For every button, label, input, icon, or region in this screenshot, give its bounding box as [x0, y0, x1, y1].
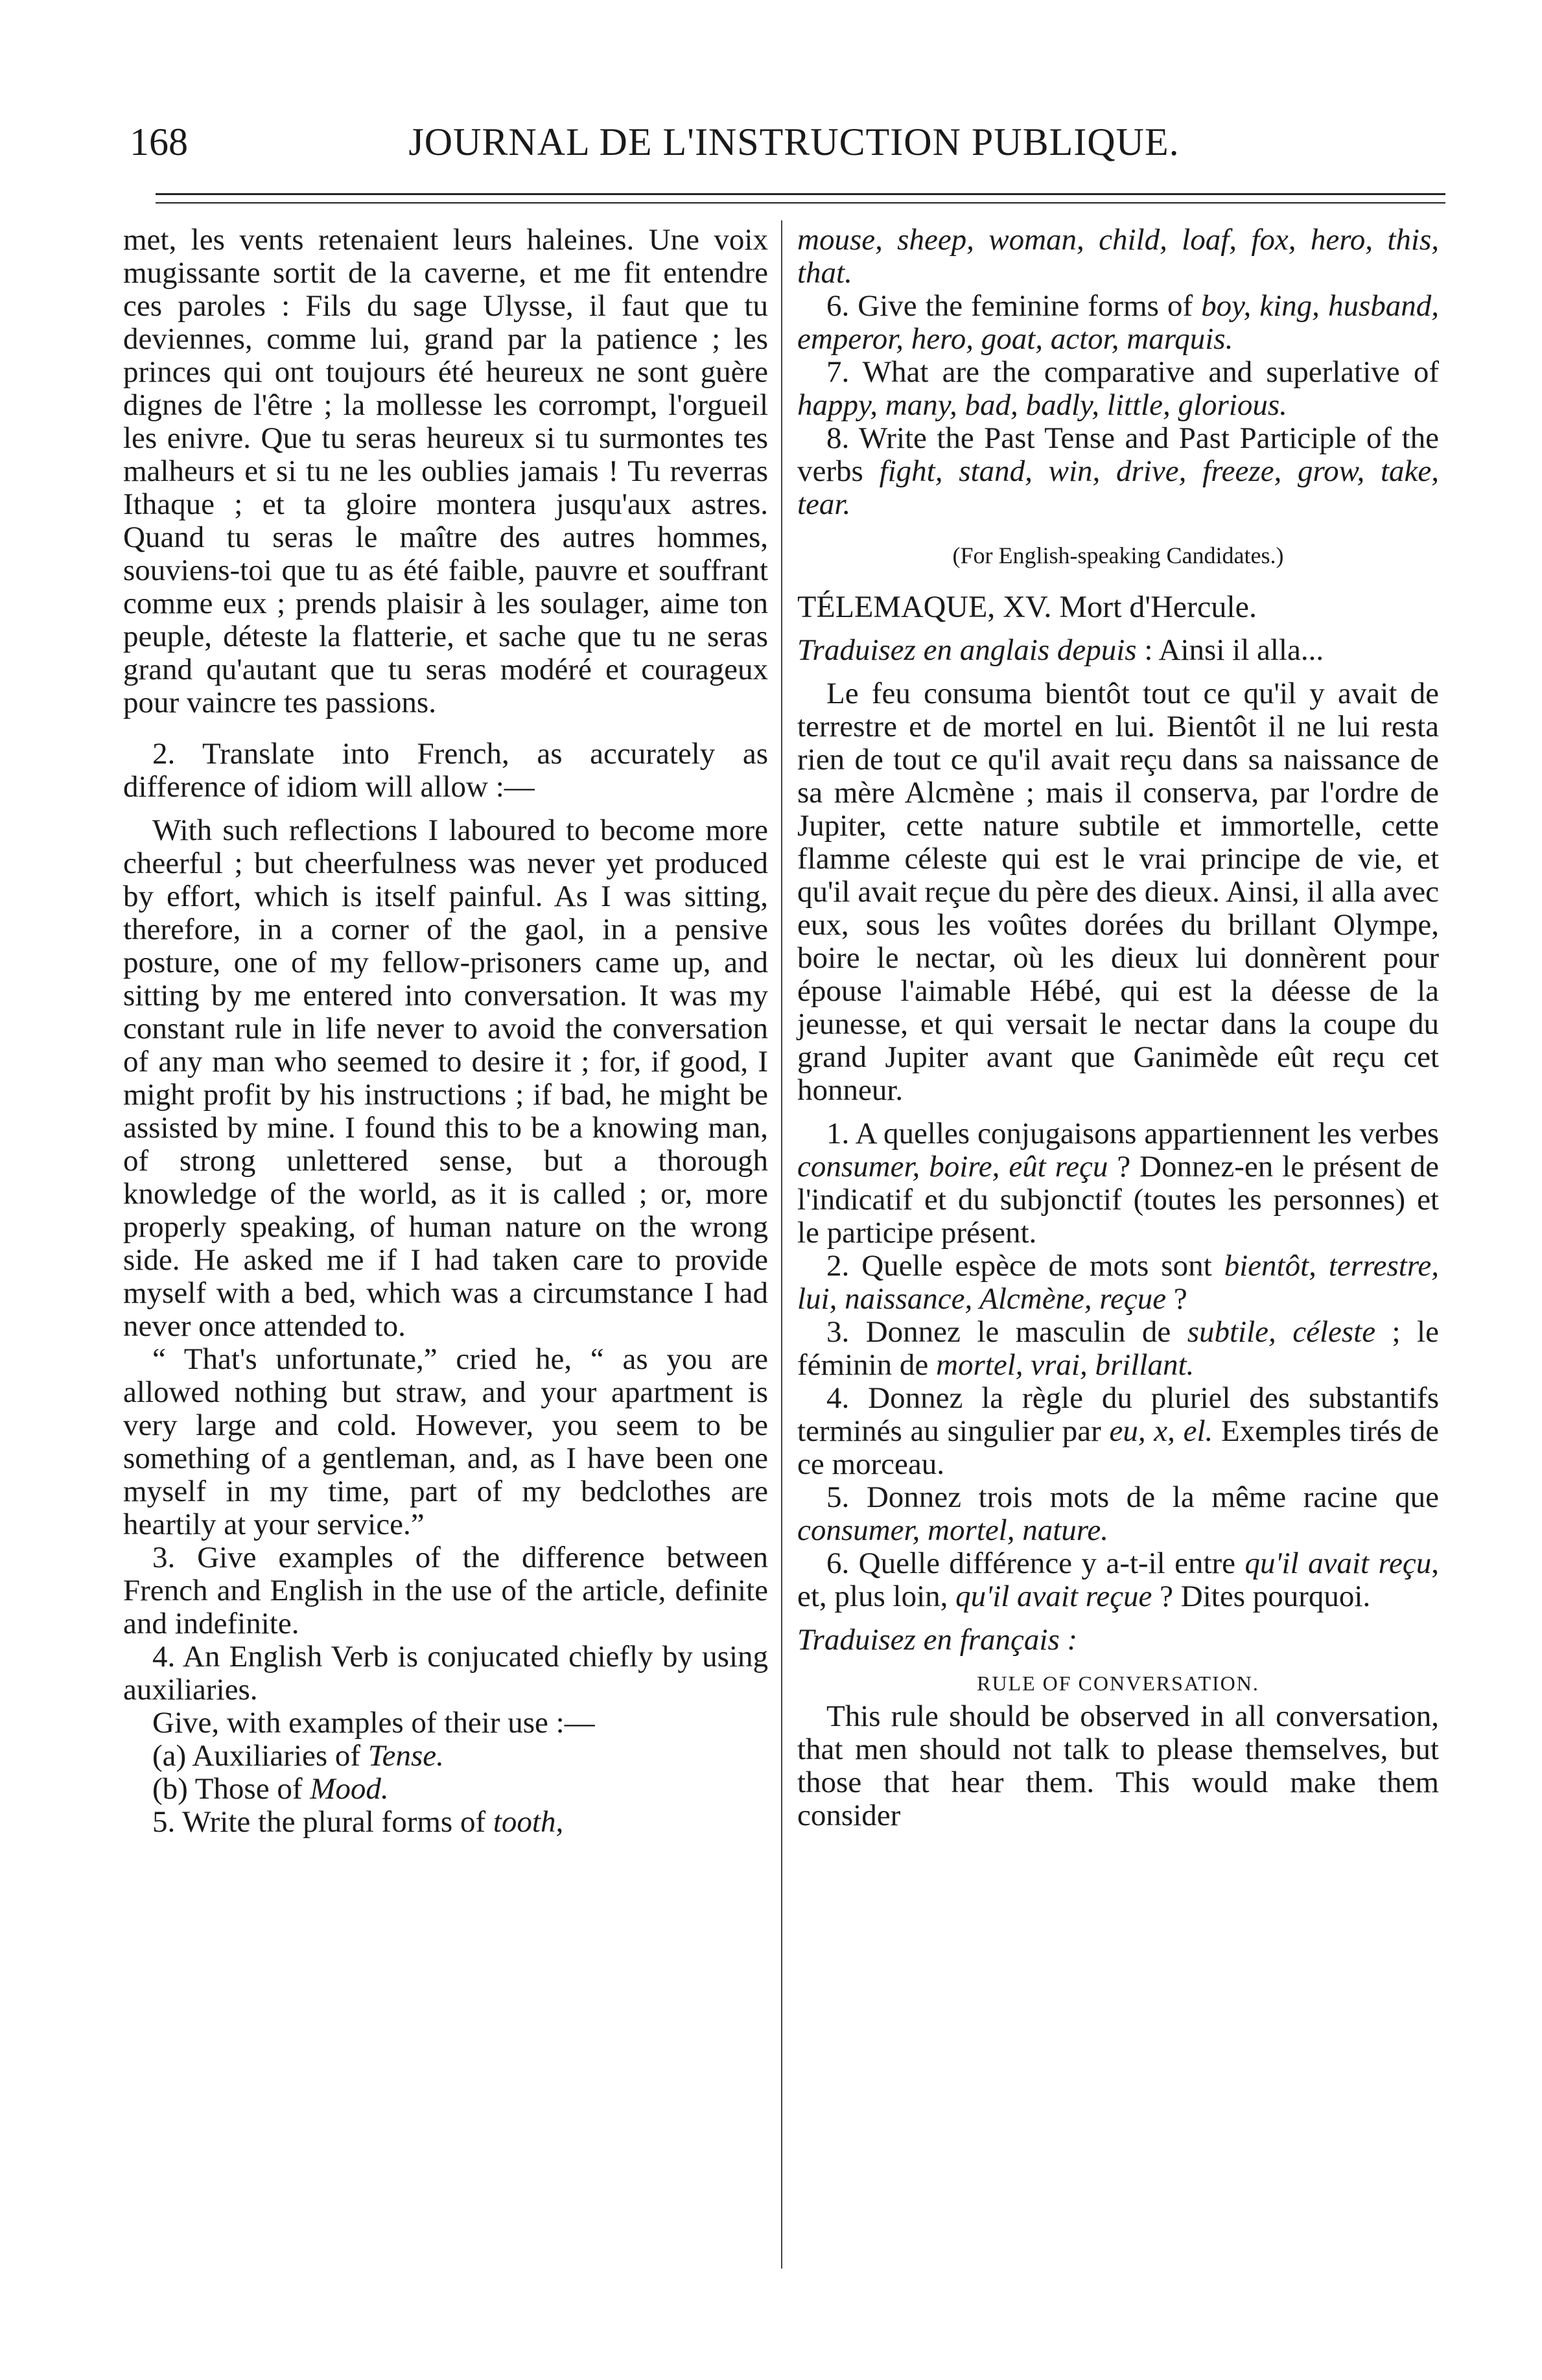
french-question-4-text: 4. Donnez la règle du pluriel des substantifs terminés au singulier par: [797, 1381, 1439, 1448]
question-3: 3. Give examples of the difference between French and English in the use of the article, definite and indefinite.: [123, 1541, 768, 1640]
french-question-3: [797, 1316, 1439, 1382]
question-8-text: 8. Write the Past Tense and Past Participle of the verbs: [797, 421, 1439, 488]
french-question-1-end: ? Donnez-en le présent de l'indicatif et du subjonctif (toutes les personnes) et le participe présent.: [797, 1150, 1440, 1250]
traduisez-anglais: [797, 634, 1439, 667]
french-question-1-words: consumer, boire, eût reçu: [797, 1150, 1108, 1184]
question-4-b-label: (b) Those of: [152, 1772, 310, 1806]
page-number: 168: [130, 121, 188, 163]
question-5-continued: mouse, sheep, woman, child, loaf, fox, hero, this, that.: [797, 223, 1439, 290]
question-8: [797, 422, 1439, 521]
french-question-6-mid: , et, plus loin,: [797, 1546, 1440, 1613]
english-passage: With such reflections I laboured to become more cheerful ; but cheerfulness was never yet produced by effort, which is itself painful. As I was sitting, therefore, in a corner of the gaol, in a pensive posture, one of my fellow-prisoners came up, and sitting by me entered into conversation. It was my constant rule in life never to avoid the conversation of any man who seemed to desire it ; for, if good, I might profit by his instructions ; if bad, he might be assisted by mine. I found this to be a knowing man, of strong unlettered sense, but a thorough knowledge of the world, as it is called ; or, more properly speaking, of human nature on the wrong side. He asked me if I had taken care to provide myself with a bed, which was a circumstance I had never once attended to.: [123, 813, 768, 1343]
question-5-word: tooth,: [493, 1805, 564, 1839]
rule-of-conversation-passage: This rule should be observed in all conversation, that men should not talk to please themselves, but those that hear them. This would make them consider: [797, 1699, 1439, 1832]
question-7-text: 7. What are the comparative and superlative of: [826, 355, 1439, 389]
question-6: [797, 290, 1439, 356]
rule-of-conversation-heading: RULE OF CONVERSATION.: [977, 1672, 1259, 1695]
french-question-3-mid: ; le féminin de: [797, 1315, 1439, 1382]
question-4-b-term: Mood.: [310, 1772, 389, 1806]
header-rule-thin: [156, 202, 1445, 204]
french-question-6-words-2: qu'il avait reçue: [955, 1580, 1152, 1613]
question-4-a: [123, 1740, 768, 1773]
french-question-3-text: 3. Donnez le masculin de: [826, 1315, 1187, 1349]
column-divider: [781, 220, 782, 2269]
journal-title: JOURNAL DE L'INSTRUCTION PUBLIQUE.: [408, 121, 1180, 163]
french-question-5-words: consumer, mortel, nature.: [797, 1513, 1108, 1547]
traduisez-anglais-rest: : Ainsi il alla...: [1136, 633, 1324, 667]
question-4-b: [123, 1773, 768, 1806]
question-6-text: 6. Give the feminine forms of: [826, 289, 1202, 323]
question-5-text: 5. Write the plural forms of: [152, 1805, 493, 1839]
question-5: [123, 1806, 768, 1839]
running-header: [130, 120, 1458, 178]
french-question-2: [797, 1250, 1439, 1316]
french-question-4-end: Exemples tirés de ce morceau.: [797, 1414, 1439, 1481]
french-question-6-text: 6. Quelle différence y a-t-il entre: [826, 1546, 1245, 1580]
french-question-6: [797, 1547, 1439, 1613]
french-question-3-words-1: subtile, céleste: [1187, 1315, 1376, 1349]
right-column: [797, 224, 1439, 1832]
question-2: 2. Translate into French, as accurately as difference of idiom will allow :—: [123, 737, 768, 804]
traduisez-anglais-label: Traduisez en anglais depuis: [797, 633, 1137, 667]
french-question-1: [797, 1117, 1439, 1250]
french-question-4-words: eu, x, el.: [1109, 1414, 1213, 1448]
question-4-a-label: (a) Auxiliaries of: [152, 1739, 368, 1773]
header-rule: [156, 193, 1445, 195]
english-passage-dialogue: “ That's unfortunate,” cried he, “ as you are allowed nothing but straw, and your apartment is very large and cold. However, you seem to be something of a gentleman, and, as I have been one myself in my time, part of my bedclothes are heartily at your service.”: [123, 1342, 768, 1541]
question-8-words: fight, stand, win, drive, freeze, grow, take, tear.: [797, 454, 1439, 521]
hercule-passage: Le feu consuma bientôt tout ce qu'il y avait de terrestre et de mortel en lui. Bientôt il ne lui resta rien de tout ce qu'il avait reçu dans sa naissance de sa mère Alcmène ; mais il conserva, par l'ordre de Jupiter, cette nature subtile et immortelle, cette flamme céleste qui est le vrai principe de vie, et qu'il avait reçue du père des dieux. Ainsi, il alla avec eux, sous les voûtes dorées du brillant Olympe, boire le nectar, où les dieux lui donnèrent pour épouse l'aimable Hébé, qui est la déesse de la jeunesse, et qui versait le nectar dans la coupe du grand Jupiter avant que Ganimède eût reçu cet honneur.: [797, 677, 1439, 1107]
french-question-6-end: ? Dites pourquoi.: [1152, 1580, 1371, 1613]
french-question-5: [797, 1481, 1439, 1547]
telemaque-heading: TÉLEMAQUE, XV. Mort d'Hercule.: [797, 590, 1257, 624]
question-4-instruction: Give, with examples of their use :—: [152, 1706, 595, 1740]
question-4: 4. An English Verb is conjucated chiefly by using auxiliaries.: [123, 1640, 768, 1707]
question-4-a-term: Tense.: [368, 1739, 444, 1773]
question-7: [797, 356, 1439, 422]
french-question-3-words-2: mortel, vrai, brillant.: [936, 1348, 1195, 1382]
english-speaking-note: (For English-speaking Candidates.): [952, 542, 1284, 568]
french-question-2-text: 2. Quelle espèce de mots sont: [826, 1249, 1224, 1283]
french-question-2-words: bientôt, terrestre, lui, naissance, Alcmène, reçue: [797, 1249, 1439, 1316]
french-question-6-words-1: qu'il avait reçu: [1244, 1546, 1432, 1580]
french-question-1-text: 1. A quelles conjugaisons appartiennent les verbes: [826, 1117, 1439, 1150]
traduisez-francais: Traduisez en français :: [797, 1623, 1078, 1657]
telemaque-french-passage: met, les vents retenaient leurs haleines. Une voix mugissante sortit de la caverne, et me fit entendre ces paroles : Fils du sage Ulysse, il faut que tu deviennes, comme lui, grand par la patience ; les princes qui ont toujours été heureux ne sont guère dignes de l'être ; la mollesse les corrompt, l'orgueil les enivre. Que tu seras heureux si tu surmontes tes malheurs et si tu ne les oublies jamais ! Tu reverras Ithaque ; et ta gloire montera jusqu'aux astres. Quand tu seras le maître des autres hommes, souviens-toi que tu as été faible, pauvre et souffrant comme eux ; prends plaisir à les soulager, aime ton peuple, déteste la flatterie, et sache que tu ne seras grand qu'autant que tu seras modéré et courageux pour vaincre tes passions.: [123, 223, 768, 719]
french-question-2-end: ?: [1166, 1282, 1187, 1316]
left-column: [123, 224, 768, 1839]
french-question-5-text: 5. Donnez trois mots de la même racine que: [826, 1480, 1439, 1514]
question-7-words: happy, many, bad, badly, little, glorious.: [797, 388, 1287, 422]
french-question-4: [797, 1382, 1439, 1481]
question-6-words: boy, king, husband, emperor, hero, goat, actor, marquis.: [797, 289, 1439, 356]
